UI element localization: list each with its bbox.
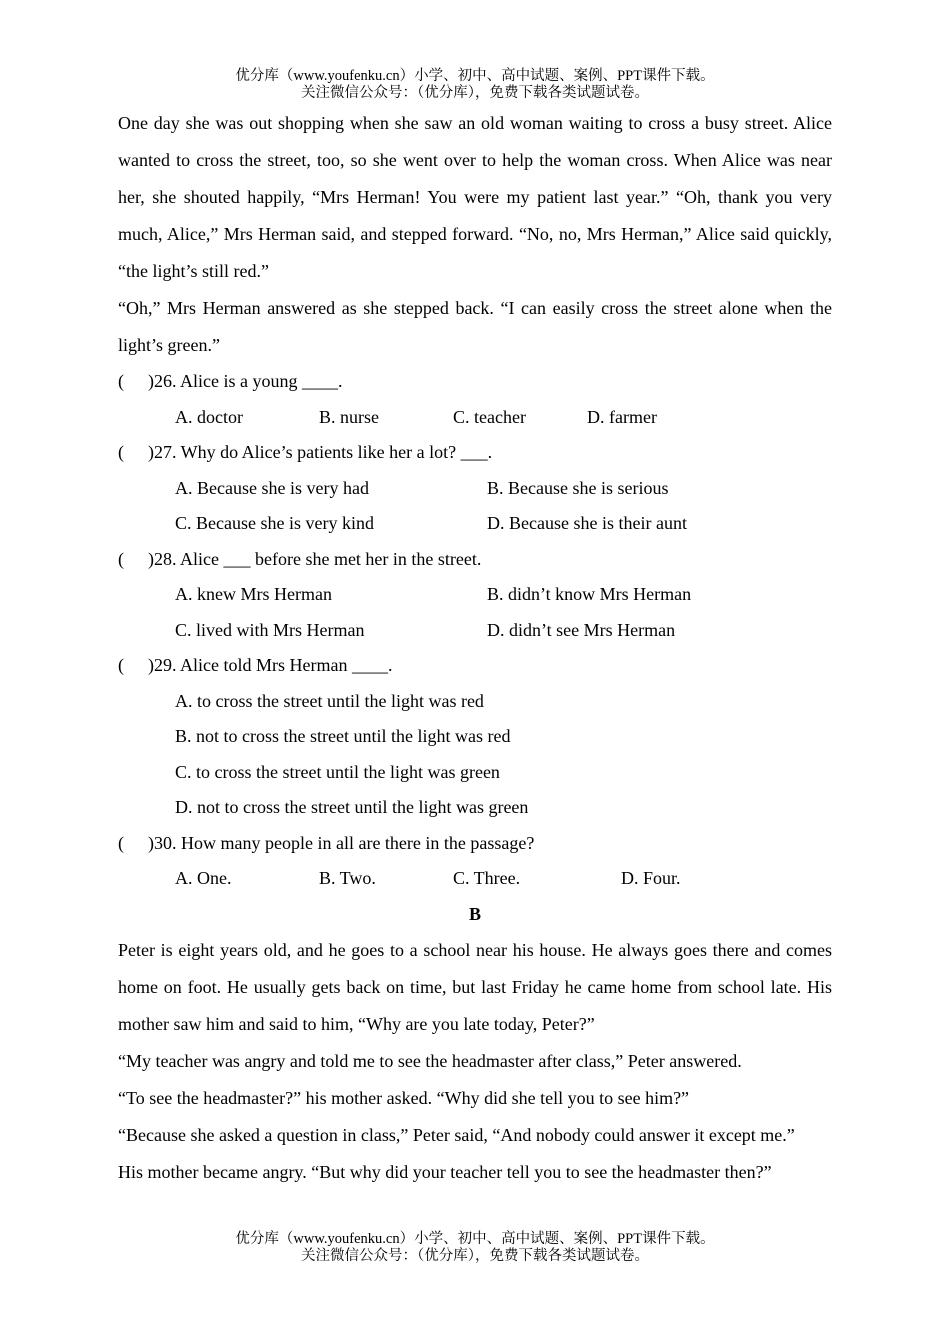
answer-paren: ( bbox=[118, 832, 124, 853]
question-29-option-c bbox=[118, 755, 832, 791]
section-b-title: B bbox=[468, 903, 481, 924]
option-b: B. Two. bbox=[319, 868, 376, 888]
option-d: D. not to cross the street until the light was green bbox=[175, 797, 529, 817]
question-text: )30. How many people in all are there in the passage? bbox=[148, 832, 535, 853]
question-text: )29. Alice told Mrs Herman ____. bbox=[148, 655, 393, 675]
question-28 bbox=[118, 542, 832, 578]
page-header bbox=[0, 68, 950, 102]
header-line-2: 关注微信公众号：（优分库），免费下载各类试题试卷。 bbox=[301, 85, 649, 101]
answer-paren: ( bbox=[118, 371, 124, 391]
option-a: A. doctor bbox=[175, 406, 243, 427]
option-d: D. Four. bbox=[621, 868, 681, 888]
option-d: D. didn’t see Mrs Herman bbox=[487, 619, 676, 640]
question-28-options-row-1 bbox=[118, 577, 832, 613]
footer-line-2: 关注微信公众号：（优分库），免费下载各类试题试卷。 bbox=[301, 1248, 649, 1264]
passage-a-paragraph-1: One day she was out shopping when she saw an old woman waiting to cross a busy street. Alice wanted to cross the street, too, so she went over to help the woman cross. When Alice was near her, she shouted happily, “Mrs Herman! You were my patient last year.” “Oh, thank you very much, Alice,” Mrs Herman said, and stepped forward. “No, no, Mrs Herman,” Alice said quickly, “the light’s still red.” bbox=[118, 113, 832, 281]
passage-b-paragraph-1: Peter is eight years old, and he goes to a school near his house. He always goes there and comes home on foot. He usually gets back on time, but last Friday he came home from school late. His mother saw him and said to him, “Why are you late today, Peter?” bbox=[118, 940, 832, 1034]
option-c: C. lived with Mrs Herman bbox=[175, 619, 365, 640]
option-c: C. to cross the street until the light was green bbox=[175, 761, 500, 782]
option-b: B. didn’t know Mrs Herman bbox=[487, 584, 692, 604]
passage-b-paragraph-4: “Because she asked a question in class,” Peter said, “And nobody could answer it except me.” bbox=[118, 1125, 795, 1145]
question-text: )28. Alice ___ before she met her in the street. bbox=[148, 548, 482, 569]
option-a: A. Because she is very had bbox=[175, 477, 369, 498]
option-a: A. One. bbox=[175, 868, 232, 888]
option-b: B. nurse bbox=[319, 406, 379, 427]
question-text: )27. Why do Alice’s patients like her a lot? ___. bbox=[148, 442, 493, 462]
passage-b-paragraph-2: “My teacher was angry and told me to see the headmaster after class,” Peter answered. bbox=[118, 1051, 742, 1071]
page-footer bbox=[0, 1231, 950, 1265]
option-d: D. farmer bbox=[587, 406, 657, 427]
header-line-1: 优分库（www.youfenku.cn）小学、初中、高中试题、案例、PPT课件下载。 bbox=[235, 68, 715, 84]
passage-b-paragraph-5: His mother became angry. “But why did your teacher tell you to see the headmaster then?” bbox=[118, 1162, 772, 1182]
question-29 bbox=[118, 648, 832, 684]
answer-paren: ( bbox=[118, 655, 124, 675]
question-28-options-row-2 bbox=[118, 613, 832, 649]
footer-line-1: 优分库（www.youfenku.cn）小学、初中、高中试题、案例、PPT课件下载。 bbox=[235, 1231, 715, 1247]
question-30 bbox=[118, 826, 832, 862]
question-text: )26. Alice is a young ____. bbox=[148, 371, 343, 391]
page-content bbox=[118, 105, 832, 1191]
passage-a-paragraph-2: “Oh,” Mrs Herman answered as she stepped back. “I can easily cross the street alone when the light’s green.” bbox=[118, 298, 832, 355]
question-29-option-d bbox=[118, 790, 832, 826]
option-a: A. knew Mrs Herman bbox=[175, 584, 332, 604]
option-c: C. teacher bbox=[453, 406, 526, 427]
question-29-option-b bbox=[118, 719, 832, 755]
option-d: D. Because she is their aunt bbox=[487, 513, 687, 533]
option-b: B. Because she is serious bbox=[487, 477, 669, 498]
answer-paren: ( bbox=[118, 442, 124, 462]
question-27-options-row-1 bbox=[118, 471, 832, 507]
question-27 bbox=[118, 435, 832, 471]
question-26-options bbox=[118, 400, 832, 436]
answer-paren: ( bbox=[118, 548, 124, 569]
question-27-options-row-2 bbox=[118, 506, 832, 542]
option-c: C. Because she is very kind bbox=[175, 513, 374, 533]
question-29-option-a bbox=[118, 684, 832, 720]
question-26 bbox=[118, 364, 832, 400]
option-c: C. Three. bbox=[453, 868, 521, 888]
question-30-options bbox=[118, 861, 832, 897]
passage-b-paragraph-3: “To see the headmaster?” his mother asked. “Why did she tell you to see him?” bbox=[118, 1088, 690, 1108]
option-b: B. not to cross the street until the light was red bbox=[175, 726, 511, 746]
option-a: A. to cross the street until the light was red bbox=[175, 690, 484, 711]
